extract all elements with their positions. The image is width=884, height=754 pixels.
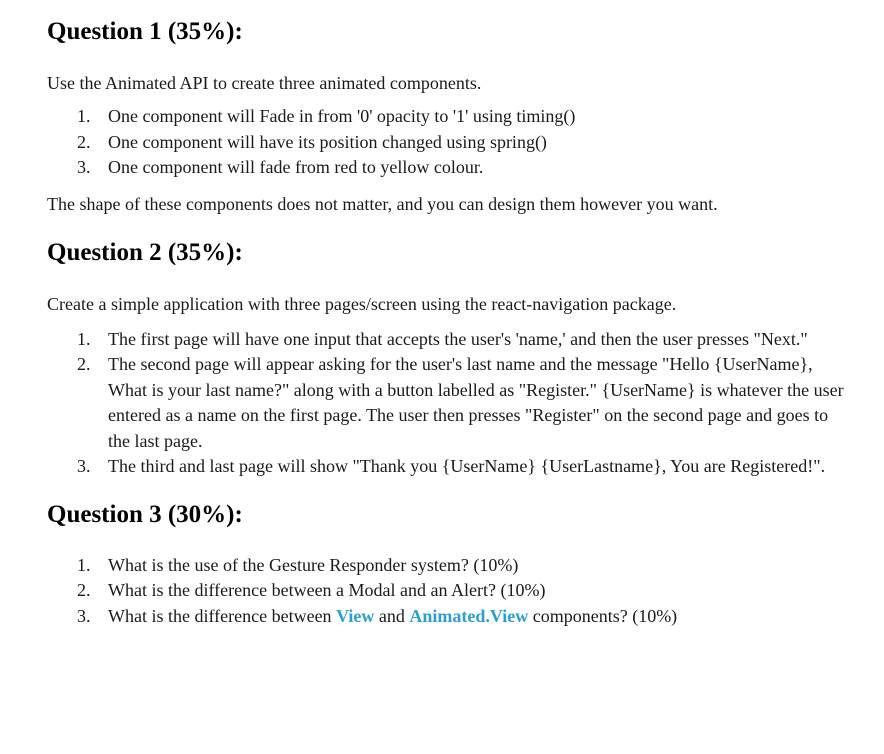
list-item bbox=[47, 454, 848, 480]
list-number: 2. bbox=[77, 131, 91, 152]
list-item bbox=[47, 352, 848, 454]
code-animated-view: Animated.View bbox=[409, 605, 529, 626]
list-number: 1. bbox=[77, 106, 91, 126]
question-1-outro: The shape of these components does not matter, and you can design them however you want. bbox=[47, 193, 718, 214]
list-item-text: What is the use of the Gesture Responder system? (10%) bbox=[108, 554, 519, 575]
list-item-text: The second page will appear asking for the user's last name and the message "Hello {UserName}, What is your last name?" along with a button labelled as "Register." {UserName} is whatever the user entered as a name on the first page. The user then presses "Register" on the second page and goes to the last page. bbox=[108, 354, 844, 451]
list-item-text: One component will have its position changed using spring() bbox=[108, 131, 547, 152]
list-item bbox=[47, 553, 848, 579]
list-item bbox=[47, 604, 848, 630]
question-3-list bbox=[47, 553, 848, 630]
list-item-text: The third and last page will show "Thank you {UserName} {UserLastname}, You are Registered!". bbox=[108, 456, 826, 476]
list-item bbox=[47, 130, 848, 156]
list-number: 3. bbox=[77, 157, 91, 177]
list-item-text: What is the difference between a Modal and an Alert? (10%) bbox=[108, 580, 546, 600]
question-2-title: Question 2 (35%): bbox=[47, 238, 243, 266]
list-number: 3. bbox=[77, 456, 91, 476]
list-item bbox=[47, 327, 848, 353]
code-view: View bbox=[336, 605, 375, 626]
question-2-intro: Create a simple application with three pages/screen using the react-navigation package. bbox=[47, 293, 677, 314]
question-3-title: Question 3 (30%): bbox=[47, 500, 243, 528]
list-number: 2. bbox=[77, 580, 91, 600]
question-2-list bbox=[47, 327, 848, 480]
list-item bbox=[47, 578, 848, 604]
list-item-text: One component will fade from red to yellow colour. bbox=[108, 157, 484, 177]
list-number: 1. bbox=[77, 328, 91, 349]
list-item-text-post: components? (10%) bbox=[528, 605, 678, 626]
list-number: 1. bbox=[77, 554, 91, 575]
question-1-title: Question 1 (35%): bbox=[47, 18, 243, 45]
list-number: 3. bbox=[77, 605, 91, 626]
question-1-list bbox=[47, 104, 848, 181]
question-1-intro: Use the Animated API to create three animated components. bbox=[47, 73, 482, 93]
list-number: 2. bbox=[77, 354, 91, 374]
list-item-text: One component will Fade in from '0' opacity to '1' using timing() bbox=[108, 106, 576, 126]
list-item-text-mid: and bbox=[374, 605, 410, 626]
list-item bbox=[47, 155, 848, 181]
list-item-text-pre: What is the difference between bbox=[108, 605, 337, 626]
list-item-text: The first page will have one input that accepts the user's 'name,' and then the user presses "Next." bbox=[108, 328, 808, 349]
list-item bbox=[47, 104, 848, 130]
